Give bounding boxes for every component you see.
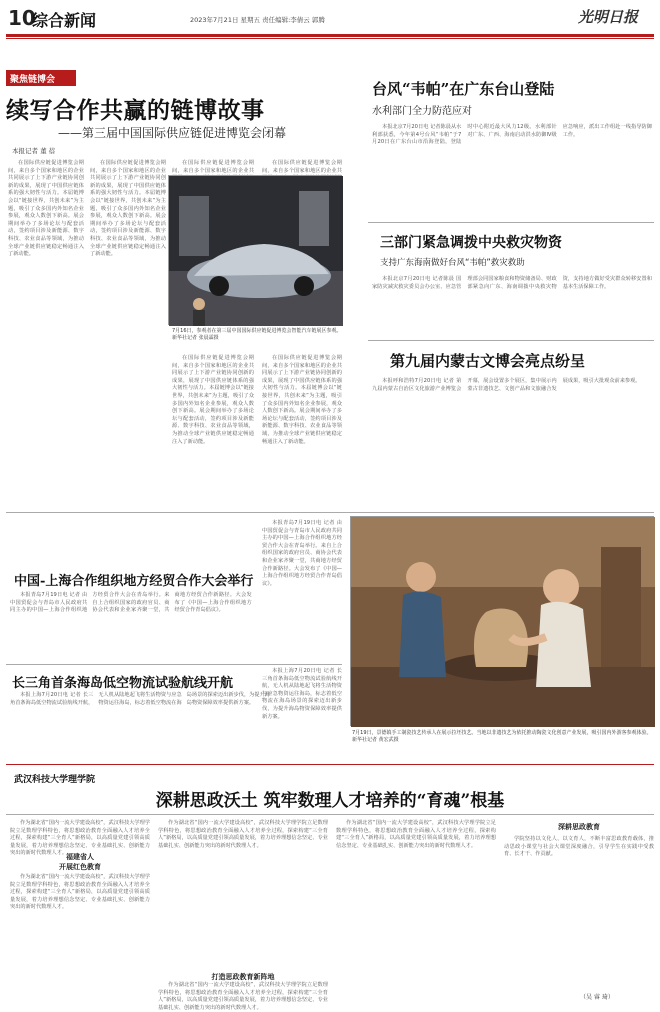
sco-side (262, 520, 342, 587)
relief-title: 三部门紧急调拨中央救灾物资 (380, 235, 562, 251)
bottom-text-b: 作为湖北省“国内一流大学建设高校”，武汉科技大学理学院立足数理学科特色，将思想政治教育全面融入人才培养全过程，探索构建“三全育人”新格局，以高质量党建引领高质量发展，着力培养理想信念坚定、专业基础扎实、创新能力突出的新时代数理人才。 (158, 820, 328, 849)
bottom-text-a: 作为湖北省“国内一流大学建设高校”，武汉科技大学理学院立足数理学科特色，将思想政治教育全面融入人才培养全过程，探索构建“三全育人”新格局，以高质量党建引领高质量发展，着力培养理想信念坚定、专业基础扎实、创新能力突出的新时代数理人才。 (10, 874, 150, 911)
lead-body-cont3: 在国际供应链促进博览会期间，来自多个国家和地区的企业共 (262, 160, 342, 174)
car-exhibit-illustration (169, 176, 343, 326)
pottery-photo (350, 516, 654, 726)
bottom-mid-heading: 打造思政教育新阵地 (211, 972, 275, 981)
sco-body (10, 592, 334, 660)
divider (368, 340, 654, 341)
bottom-body-col3 (336, 820, 496, 1004)
bottom-text-c: 作为湖北省“国内一流大学建设高校”，武汉科技大学理学院立足数理学科特色，将思想政治教育全面融入人才培养全过程，探索构建“三全育人”新格局，以高质量党建引领高质量发展，着力培养理想信念坚定、专业基础扎实、创新能力突出的新时代数理人才。 (158, 982, 328, 1011)
expo-title: 第九届内蒙古文博会亮点纷呈 (390, 352, 586, 370)
bottom-intro: 作为湖北省“国内一流大学建设高校”，武汉科技大学理学院立足数理学科特色，将思想政治教育全面融入人才培养全过程，探索构建“三全育人”新格局，以高质量党建引领高质量发展，着力培养理想信念坚定、专业基础扎实、创新能力突出的新时代数理人才。 (10, 820, 150, 857)
divider (6, 512, 654, 513)
lead-body-cont5: 在国际供应链促进博览会期间，来自多个国家和地区的企业共同展示了上下游产业链协同创新的成果，展现了中国供应链体系的强大韧性与活力。本届链博会以“链接世界，共创未来”为主题，吸引了众多国内外知名企业参展，观众人数创下新高。展会期间举办了多场论坛与配套活动，签约项目涉及新能源、数字科技、农业食品等领域，为推动全球产业链供应链稳定畅通注入了新动能。 (262, 355, 342, 445)
expo-text: 本报呼和浩特7月20日电 记者 第九届内蒙古自治区文化旅游产业博览会开幕，展会设置多个展区，集中展示内蒙古非遗技艺、文创产品和文旅融合发展成果，吸引大批观众前来参观。 (372, 378, 641, 392)
lead-byline: 本报记者 董 蓓 (12, 147, 56, 155)
newspaper-logo: 光明日报 (577, 8, 638, 26)
bottom-body-col1b (10, 874, 150, 1002)
header-rule-thin (6, 38, 654, 39)
lowalt-text: 本报上海7月20日电 记者 长三角首条海岛低空物流试验航线开航，无人机从陆地起飞将生活物资与应急物资运往海岛，标志着低空物流在海岛场景的探索迈出新步伐，为提升海岛物资保障效率提供新方案。 (10, 692, 270, 706)
divider (6, 814, 654, 815)
sco-side-text: 本报青岛7月19日电 记者 由中国贸促会与青岛市人民政府共同主办的中国—上海合作组织地方经贸合作大会在青岛举行。来自上合组织国家的政府官员、商协会代表和企业家齐聚一堂，共商地方经贸合作新路径。大会发布了《中国—上海合作组织地方经贸合作青岛倡议》。 (262, 520, 342, 587)
lead-tag: 聚焦链博会 (6, 70, 76, 86)
bottom-body-col4 (504, 836, 654, 992)
lead-photo-caption: 7月16日，参观者在第三届中国国际供应链促进博览会智能汽车链展区参观。新华社记者 张晨霖摄 (172, 328, 342, 341)
lead-photo (168, 175, 342, 325)
typhoon-body (372, 124, 652, 216)
relief-subtitle: 支持广东海南做好台风“韦帕”救灾救助 (380, 258, 525, 268)
section-title: 综合新闻 (32, 11, 97, 30)
lowalt-title: 长三角首条海岛低空物流试验航线开航 (12, 676, 234, 691)
lowalt-body (10, 692, 270, 728)
pottery-caption: 7月19日，景德镇手工制瓷技艺传承人在展示拉坯技艺。当地以非遗技艺为依托推动陶瓷文化创意产业发展，吸引国内外游客参观体验。 新华社记者 黄宏武摄 (352, 730, 652, 743)
relief-text: 本报北京7月20日电 记者陈晨 国家防灾减灾救灾委员会办公室、应急管理部会同国家粮食和物资储备局、财政部紧急向广东、海南调拨中央救灾物资，支持地方做好受灾群众转移安置和基本生活保障工作。 (372, 276, 652, 290)
page-number: 10 (8, 6, 36, 30)
lead-subtitle: ——第三届中国国际供应链促进博览会闭幕 (58, 126, 287, 140)
header-rule (6, 34, 654, 37)
pottery-illustration (351, 517, 655, 727)
lowalt-side-text: 本报上海7月20日电 记者 长三角首条海岛低空物流试验航线开航，无人机从陆地起飞将生活物资与应急物资运往海岛，标志着低空物流在海岛场景的探索迈出新步伐，为提升海岛物资保障效率提供新方案。 (262, 668, 342, 720)
bottom-text-d: 作为湖北省“国内一流大学建设高校”，武汉科技大学理学院立足数理学科特色，将思想政治教育全面融入人才培养全过程，探索构建“三全育人”新格局，以高质量党建引领高质量发展，着力培养理想信念坚定、专业基础扎实、创新能力突出的新时代数理人才。 (336, 820, 496, 849)
lead-body-col1 (8, 160, 84, 500)
lead-body: 在国际供应链促进博览会期间，来自多个国家和地区的企业共同展示了上下游产业链协同创新的成果，展现了中国供应链体系的强大韧性与活力。本届链博会以“链接世界，共创未来”为主题，吸引了众多国内外知名企业参展，观众人数创下新高。展会期间举办了多场论坛与配套活动，签约项目涉及新能源、数字科技、农业食品等领域，为推动全球产业链供应链稳定畅通注入了新动能。 (8, 160, 84, 258)
divider (368, 222, 654, 223)
bottom-top-rule (6, 764, 654, 765)
bottom-right-heading: 深耕思政教育 (558, 822, 600, 831)
typhoon-subtitle: 水利部门全力防范应对 (372, 106, 472, 117)
bottom-body-col2b (158, 982, 328, 1011)
relief-body (372, 276, 652, 334)
bottom-text-e: 学院坚持以文化人、以文育人，不断丰富思政教育载体，推动思政小课堂与社会大课堂深度融合，引导学生在实践中受教育、长才干、作贡献。 (504, 836, 654, 858)
sco-text: 本报青岛7月19日电 记者 由中国贸促会与青岛市人民政府共同主办的中国—上海合作组织地方经贸合作大会在青岛举行。来自上合组织国家的政府官员、商协会代表和企业家齐聚一堂，共商地方经贸合作新路径。大会发布了《中国—上海合作组织地方经贸合作青岛倡议》。 (10, 592, 252, 614)
bottom-signature: （吴 睿 琦） (580, 994, 614, 1001)
bottom-title: 深耕思政沃土 筑牢数理人才培养的“育魂”根基 (155, 791, 505, 811)
lead-body-cont4: 在国际供应链促进博览会期间，来自多个国家和地区的企业共同展示了上下游产业链协同创新的成果，展现了中国供应链体系的强大韧性与活力。本届链博会以“链接世界，共创未来”为主题，吸引了众多国内外知名企业参展，观众人数创下新高。展会期间举办了多场论坛与配套活动，签约项目涉及新能源、数字科技、农业食品等领域，为推动全球产业链供应链稳定畅通注入了新动能。 (172, 355, 254, 445)
lead-body-col2 (90, 160, 166, 500)
divider (6, 664, 342, 665)
lead-body-cont2: 在国际供应链促进博览会期间，来自多个国家和地区的企业共 (172, 160, 254, 174)
expo-body (372, 378, 652, 508)
page-meta: 2023年7月21日 星期五 责任编辑:李倩云 郭腾 (190, 16, 325, 24)
lowalt-side (262, 668, 342, 728)
bottom-box-sub: 开展红色教育 (59, 862, 101, 871)
bottom-tag: 武汉科技大学理学院 (14, 775, 96, 785)
typhoon-text: 本报北京7月20日电 记者陈晨从水利部获悉，今年第4号台风“韦帕”于7月20日在广东台山市沿海登陆，登陆时中心附近最大风力12级。水利部针对广东、广西、海南启动洪水防御Ⅳ级应急响应，派出工作组赴一线指导防御工作。 (372, 124, 652, 146)
bottom-box-title: 福建省人 (66, 852, 94, 861)
lead-title: 续写合作共赢的链博故事 (6, 97, 265, 124)
sco-title: 中国-上海合作组织地方经贸合作大会举行 (14, 574, 254, 589)
lead-body-col5 (172, 355, 254, 500)
lead-body-col6 (262, 355, 342, 500)
typhoon-title: 台风“韦帕”在广东台山登陆 (372, 80, 555, 98)
bottom-body-col2 (158, 820, 328, 970)
lead-body-cont: 在国际供应链促进博览会期间，来自多个国家和地区的企业共同展示了上下游产业链协同创新的成果，展现了中国供应链体系的强大韧性与活力。本届链博会以“链接世界，共创未来”为主题，吸引了众多国内外知名企业参展，观众人数创下新高。展会期间举办了多场论坛与配套活动，签约项目涉及新能源、数字科技、农业食品等领域，为推动全球产业链供应链稳定畅通注入了新动能。 (90, 160, 166, 258)
